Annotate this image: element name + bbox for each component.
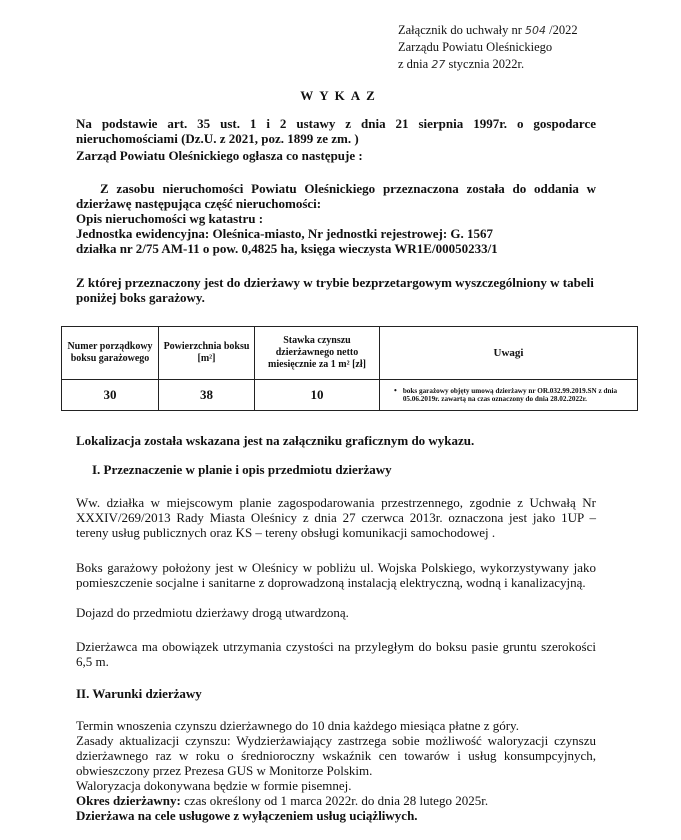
cell-area: 38 — [159, 380, 255, 411]
resolution-prefix: Załącznik do uchwały nr — [398, 23, 522, 37]
cadastre-label: Opis nieruchomości wg katastru : — [76, 211, 264, 226]
section-1-plan: Ww. działka w miejscowym planie zagospodarowania przestrzennego, zgodnie z Uchwałą Nr XXXIV/269/2013 Rady Miasta Oleśnicy z dnia 27 czerwca 2013r. oznaczona jest jako 1UP – tereny usług publicznych oraz KS – tereny obsługi komunikacji samochodowej . — [76, 495, 596, 540]
date-line — [398, 56, 578, 73]
property-statement: Z zasobu nieruchomości Powiatu Oleśnickiego przeznaczona została do oddania w dzierżawę następująca część nieruchomości: — [76, 181, 596, 211]
legal-basis: Na podstawie art. 35 ust. 1 i 2 ustawy z dnia 21 sierpnia 1997r. o gospodarce nieruchomościami (Dz.U. z 2021, poz. 1899 ze zm. ) — [76, 116, 596, 146]
col-header-rate: Stawka czynszu dzierżawnego netto miesięcznie za 1 m² [zł] — [255, 327, 380, 380]
term-label: Okres dzierżawny: — [76, 793, 181, 808]
cell-rate: 10 — [255, 380, 380, 411]
cell-notes — [380, 380, 638, 411]
date-day-handwritten: 27 — [431, 58, 446, 71]
col-header-notes: Uwagi — [380, 327, 638, 380]
resolution-number-handwritten: 504 — [525, 24, 547, 37]
section-1-heading: I. Przeznaczenie w planie i opis przedmiotu dzierżawy — [92, 462, 392, 477]
board-name: Zarządu Powiatu Oleśnickiego — [398, 40, 553, 54]
section-1-cleaning: Dzierżawca ma obowiązek utrzymania czystości na przyległym do boksu pasie gruntu szerokości 6,5 m. — [76, 639, 596, 669]
resolution-line — [398, 22, 578, 39]
lease-mode: Z której przeznaczony jest do dzierżawy w trybie bezprzetargowym wyszczególniony w tabeli poniżej boks garażowy. — [76, 275, 594, 305]
section-2-term — [76, 793, 596, 808]
col-header-area: Powierzchnia boksu [m²] — [159, 327, 255, 380]
registry-unit: Jednostka ewidencyjna: Oleśnica-miasto, Nr jednostki rejestrowej: G. 1567 — [76, 226, 494, 241]
section-1-description: Boks garażowy położony jest w Oleśnicy w pobliżu ul. Wojska Polskiego, wykorzystywany jako pomieszczenie socjalne i sanitarne z doprowadzoną instalacją elektryczną, wodną i kanalizacyjną. — [76, 560, 596, 590]
date-month-year: stycznia 2022r. — [448, 57, 525, 71]
section-2-payment: Termin wnoszenia czynszu dzierżawnego do 10 dnia każdego miesiąca płatne z góry. — [76, 718, 519, 733]
col-header-number: Numer porządkowy boksu garażowego — [62, 327, 159, 380]
resolution-year: /2022 — [549, 23, 578, 37]
note-text: boks garażowy objęty umową dzierżawy nr OR.032.99.2019.SN z dnia 05.06.2019r. zawartą na czas oznaczony do dnia 28.02.2022r. — [402, 386, 618, 403]
parcel-info: działka nr 2/75 AM-11 o pow. 0,4825 ha, księga wieczysta WR1E/00050233/1 — [76, 241, 498, 256]
table-header-row — [62, 327, 638, 380]
bullet-icon: • — [394, 385, 397, 395]
section-2-indexation: Zasady aktualizacji czynszu: Wydzierżawiający zastrzega sobie możliwość waloryzacji czynszu dzierżawnego raz w roku o średnioroczny wskaźnik cen towarów i usług konsumpcyjnych, obwieszczony przez Prezesa GUS w Monitorze Polskim. — [76, 733, 596, 778]
table-row — [62, 380, 638, 411]
garage-table — [61, 326, 638, 411]
section-2-purpose: Dzierżawa na cele usługowe z wyłączeniem usług uciążliwych. — [76, 808, 418, 823]
location-note: Lokalizacja została wskazana jest na załączniku graficznym do wykazu. — [76, 433, 475, 448]
section-2-heading: II. Warunki dzierżawy — [76, 686, 202, 701]
section-1-access: Dojazd do przedmiotu dzierżawy drogą utwardzoną. — [76, 605, 349, 620]
date-prefix: z dnia — [398, 57, 429, 71]
announcement: Zarząd Powiatu Oleśnickiego ogłasza co następuje : — [76, 148, 363, 163]
section-2-form: Waloryzacja dokonywana będzie w formie pisemnej. — [76, 778, 352, 793]
cell-number: 30 — [62, 380, 159, 411]
document-title: WYKAZ — [300, 88, 381, 103]
attachment-header — [398, 22, 578, 73]
term-value: czas określony od 1 marca 2022r. do dnia 28 lutego 2025r. — [180, 793, 489, 808]
